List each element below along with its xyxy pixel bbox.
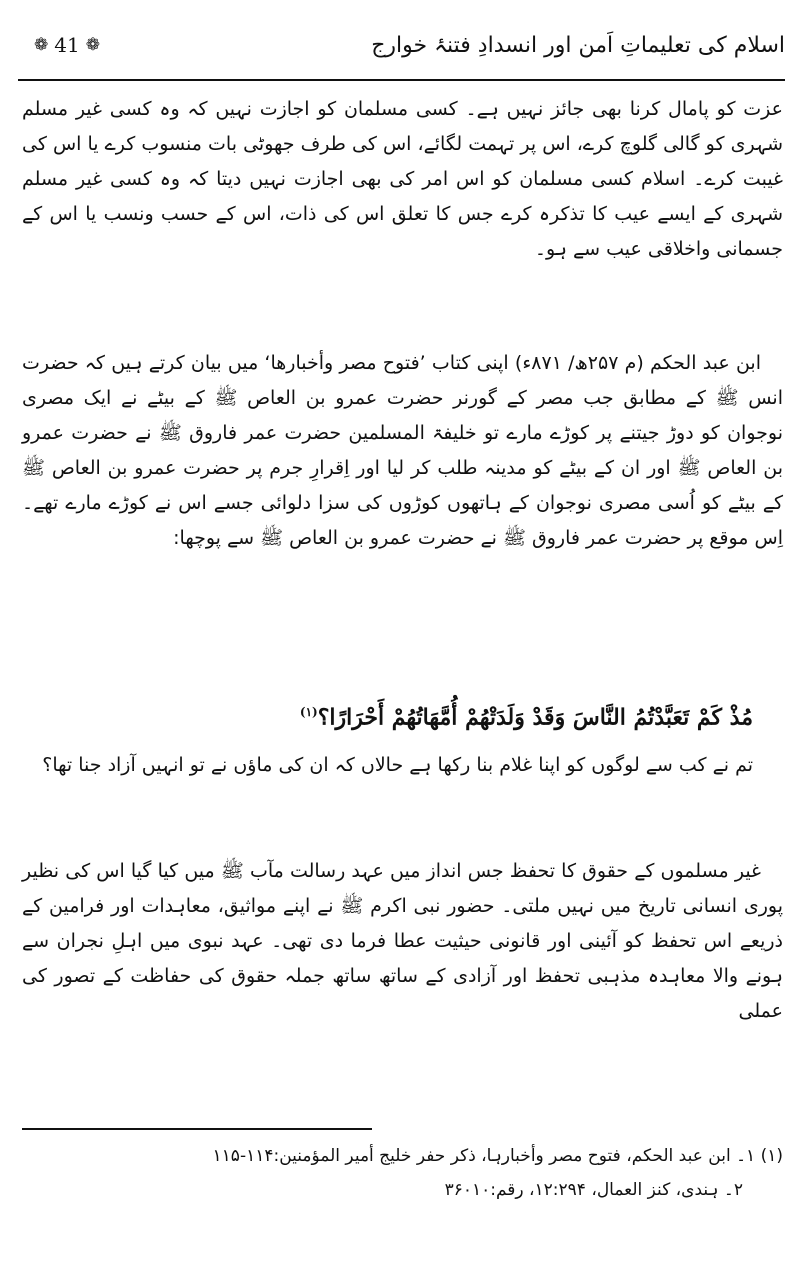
body-text: [22, 92, 783, 1029]
quote-translation: تم نے کب سے لوگوں کو اپنا غلام بنا رکھا ہے حالاں کہ ان کی ماؤں نے تو انہیں آزاد جنا تھا؟: [42, 754, 753, 776]
footnote: (۱) ۱۔ ابن عبد الحکم، فتوح مصر وأخبارہا، ذکر حفر خلیج أمیر المؤمنین:۱۱۴-۱۱۵: [212, 1146, 783, 1166]
page-header: [18, 22, 785, 74]
footnote: ۲۔ ہندی، کنز العمال، ۱۲:۲۹۴، رقم:۳۶۰۱۰: [444, 1180, 743, 1200]
flower-ornament-icon: ❁: [34, 35, 49, 55]
paragraph: غیر مسلموں کے حقوق کا تحفظ جس انداز میں عہد رسالت مآب ﷺ میں کیا گیا اس کی نظیر پوری انسانی تاریخ میں نہیں ملتی۔ حضور نبی اکرم ﷺ نے اپنے مواثیق، معاہدات اور فرامین کے ذریعے اس تحفظ کو آئینی اور قانونی حیثیت عطا فرما دی تھی۔ عہد نبوی میں اہلِ نجران سے ہونے والا معاہدہ مذہبی تحفظ اور آزادی کے ساتھ ساتھ جملہ حقوق کی حفاظت کے تصور کی عملی: [22, 860, 783, 1022]
footnote-divider: [22, 1128, 372, 1130]
page-number-box: [20, 30, 114, 60]
footnotes: [22, 1140, 783, 1206]
header-divider: [18, 79, 785, 81]
page-number: 41: [54, 33, 80, 57]
paragraph: ابن عبد الحکم (م ۲۵۷ھ/ ۸۷۱ء) اپنی کتاب ’فتوح مصر وأخبارھا‘ میں بیان کرتے ہیں کہ حضرت انس ﷺ کے مطابق جب مصر کے گورنر حضرت عمرو بن العاص ﷺ کے بیٹے نے ایک مصری نوجوان کو دوڑ جیتنے پر کوڑے مارے تو خلیفۃ المسلمین حضرت عمر فاروق ﷺ نے حضرت عمرو بن العاص ﷺ اور ان کے بیٹے کو مدینہ طلب کر لیا اور اِقرارِ جرم پر حضرت عمرو بن العاص ﷺ کے بیٹے کو اُسی مصری نوجوان کے ہاتھوں کوڑوں کی سزا دلوائی جسے اس نے کوڑے مارے تھے۔ اِس موقع پر حضرت عمر فاروق ﷺ نے حضرت عمرو بن العاص ﷺ سے پوچھا:: [22, 352, 783, 549]
flower-ornament-icon: ❁: [85, 35, 100, 55]
running-title: اسلام کی تعلیماتِ اَمن اور انسدادِ فتنۂ خوارج: [371, 33, 785, 58]
arabic-quote-text: مُذْ كَمْ تَعَبَّدْتُمُ النَّاسَ وَقَدْ وَلَدَتْهُمْ أُمَّهَاتُهُمْ أَحْرَارًا؟: [317, 704, 753, 731]
footnote-reference: (۱): [299, 705, 318, 719]
paragraph: عزت کو پامال کرنا بھی جائز نہیں ہے۔ کسی مسلمان کو اجازت نہیں کہ وہ کسی غیر مسلم شہری کو گالی گلوچ کرے، اس پر تہمت لگائے، اس کی طرف جھوٹی بات منسوب کرے یا اس کی غیبت کرے۔ اسلام کسی مسلمان کو اس امر کی بھی اجازت نہیں دیتا کہ وہ کسی غیر مسلم شہری کے ایسے عیب کا تذکرہ کرے جس کا تعلق اس کی ذات، اس کے حسب ونسب یا اس کے جسمانی واخلاقی عیب سے ہو۔: [22, 98, 783, 260]
arabic-quote: [22, 690, 783, 734]
